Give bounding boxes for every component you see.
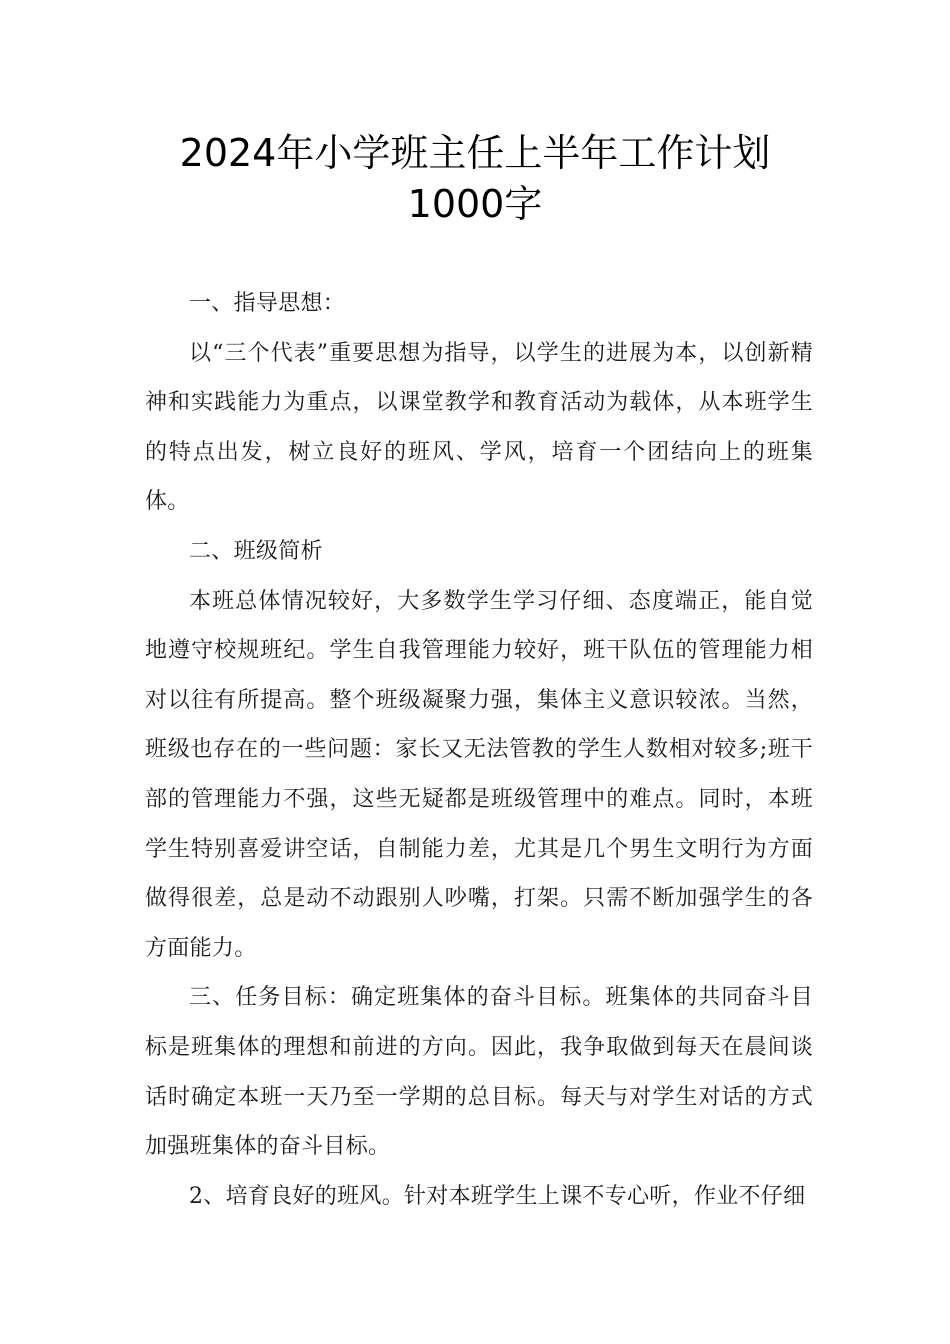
paragraph-class-style: 2、培育良好的班风。针对本班学生上课不专心听，作业不仔细: [189, 1183, 806, 1209]
paragraph-task-goals: 三、任务目标：确定班集体的奋斗目标。班集体的共同奋斗目标是班集体的理想和前进的方向。因此，我争取做到每天在晨间谈话时确定本班一天乃至一学期的总目标。每天与对学生对话的方式加强班集体的奋斗目标。: [145, 985, 813, 1160]
document-title-line-1: 2024年小学班主任上半年工作计划: [179, 131, 771, 175]
paragraph-class-analysis: 本班总体情况较好，大多数学生学习仔细、态度端正，能自觉地遵守校规班纪。学生自我管理能力较好，班干队伍的管理能力相对以往有所提高。整个班级凝聚力强，集体主义意识较浓。当然，班级也存在的一些问题：家长又无法管教的学生人数相对较多;班干部的管理能力不强，这些无疑都是班级管理中的难点。同时，本班学生特别喜爱讲空话，自制能力差，尤其是几个男生文明行为方面做得很差，总是动不动跟别人吵嘴，打架。只需不断加强学生的各方面能力。: [145, 588, 813, 961]
document-title-line-2: 1000字: [407, 182, 543, 226]
paragraph-guiding-ideology: 以“三个代表”重要思想为指导，以学生的进展为本，以创新精神和实践能力为重点，以课堂教学和教育活动为载体，从本班学生的特点出发，树立良好的班风、学风，培育一个团结向上的班集体。: [145, 340, 813, 515]
paragraph-heading-guiding-ideology: 一、指导思想：: [189, 291, 346, 316]
document-body: [145, 279, 813, 1221]
paragraph-heading-class-analysis: 二、班级简析: [189, 538, 323, 564]
